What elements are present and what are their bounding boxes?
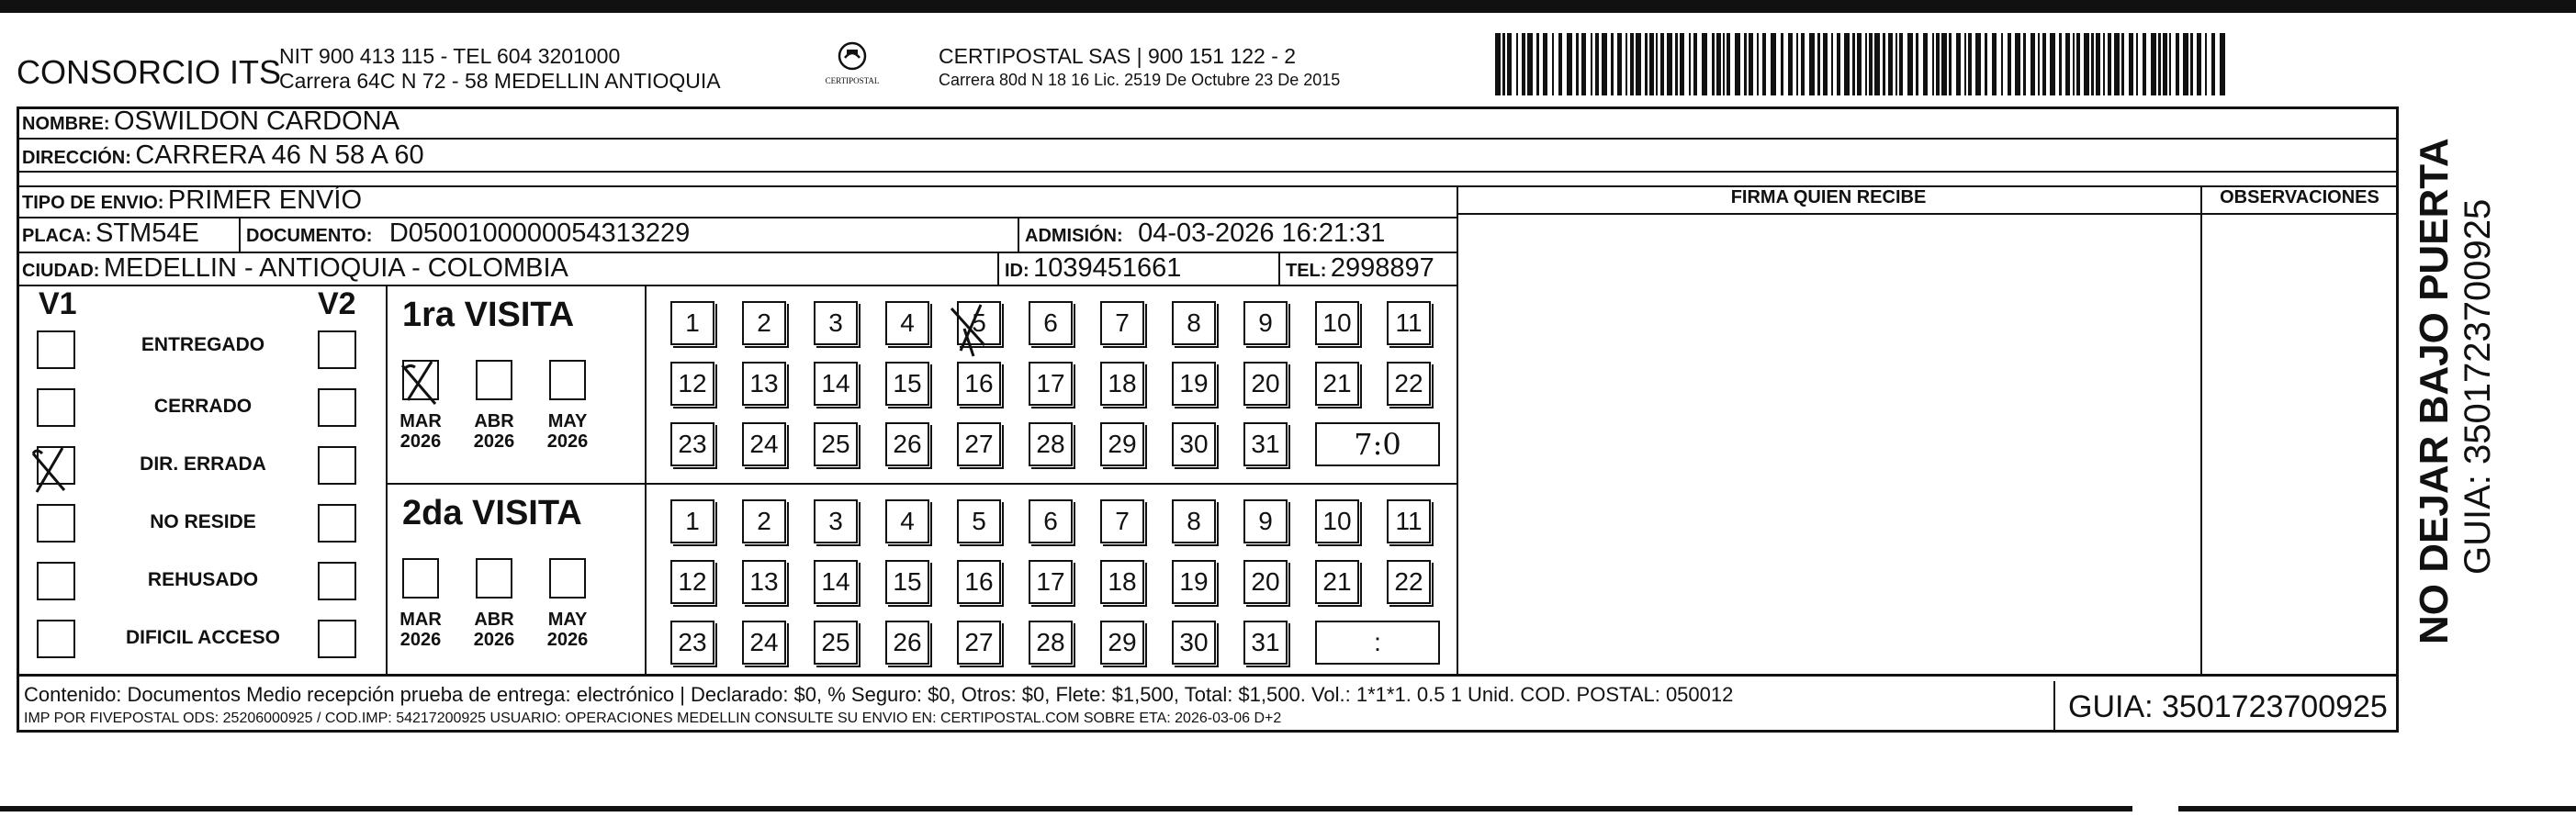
barcode-bar xyxy=(2073,33,2075,95)
day-box[interactable]: 10 xyxy=(1315,499,1359,543)
day-box[interactable]: 24 xyxy=(742,422,786,466)
id-field: ID: 1039451661 xyxy=(1005,253,1182,283)
barcode-bar xyxy=(2038,33,2040,95)
barcode-bar xyxy=(1932,33,1934,95)
barcode-bar xyxy=(1888,33,1893,95)
barcode-bar xyxy=(1899,33,1903,95)
day-box[interactable]: 8 xyxy=(1172,301,1216,345)
day-box[interactable]: 18 xyxy=(1100,560,1144,604)
barcode-bar xyxy=(2220,33,2225,95)
barcode-bar xyxy=(1522,33,1525,95)
company-address: Carrera 64C N 72 - 58 MEDELLIN ANTIOQUIA xyxy=(279,69,721,93)
certipostal-logo xyxy=(816,40,889,85)
day-box[interactable]: 19 xyxy=(1172,560,1216,604)
month-name: MAR xyxy=(399,411,442,431)
barcode-bar xyxy=(1527,33,1533,95)
day-box[interactable]: 11 xyxy=(1387,301,1431,345)
barcode-bar xyxy=(2008,33,2011,95)
guia-number: GUIA: 3501723700925 xyxy=(2053,681,2399,733)
barcode-bar xyxy=(2136,33,2138,95)
barcode-bar xyxy=(1567,33,1572,95)
barcode-bar xyxy=(2205,33,2207,95)
barcode-bar xyxy=(1617,33,1622,95)
day-box[interactable]: 24 xyxy=(742,621,786,665)
day-box[interactable]: 23 xyxy=(670,422,714,466)
status-option-label: NO RESIDE xyxy=(150,511,256,532)
footer-imp: IMP POR FIVEPOSTAL ODS: 25206000925 / COD.IMP: 54217200925 USUARIO: OPERACIONES MEDELLIN CONSULTE SU ENVIO EN: CERTIPOSTAL.COM SOBRE ETA: 2026-03-06 D+2 xyxy=(24,711,1282,726)
status-option-label: REHUSADO xyxy=(147,569,259,590)
barcode-bar xyxy=(1602,33,1607,95)
company-name: CONSORCIO ITS xyxy=(17,53,282,91)
bottom-border-left xyxy=(0,806,2132,811)
day-box[interactable]: 15 xyxy=(885,560,929,604)
barcode-bar xyxy=(1502,33,1505,95)
barcode-bar xyxy=(2114,33,2120,95)
day-box[interactable]: 18 xyxy=(1100,362,1144,406)
barcode-bar xyxy=(2042,33,2046,95)
barcode-bar xyxy=(1941,33,1947,95)
day-box[interactable]: 13 xyxy=(742,362,786,406)
barcode-bar xyxy=(1916,33,1918,95)
barcode-bar xyxy=(2163,33,2167,95)
barcode-bar xyxy=(2158,33,2161,95)
day-box[interactable]: 15 xyxy=(885,362,929,406)
day-box[interactable]: 31 xyxy=(1243,422,1288,466)
day-box[interactable]: 12 xyxy=(670,560,714,604)
admision-field: ADMISIÓN: 04-03-2026 16:21:31 xyxy=(1025,218,1386,248)
day-box[interactable]: 13 xyxy=(742,560,786,604)
month-label xyxy=(540,610,595,650)
day-box[interactable]: 5 xyxy=(957,499,1001,543)
v2-checkbox[interactable] xyxy=(318,388,356,427)
barcode-bar xyxy=(1865,33,1867,95)
barcode-bar xyxy=(1712,33,1715,95)
barcode-bar xyxy=(1576,33,1579,95)
ciudad-value: MEDELLIN - ANTIOQUIA - COLOMBIA xyxy=(103,253,568,283)
v2-label: V2 xyxy=(318,286,356,321)
barcode-bar xyxy=(1796,33,1798,95)
day-box[interactable]: 30 xyxy=(1172,621,1216,665)
day-box[interactable]: 19 xyxy=(1172,362,1216,406)
barcode-bar xyxy=(1809,33,1815,95)
v2-checkbox[interactable] xyxy=(318,330,356,369)
month-label xyxy=(393,411,448,452)
v1-checkbox[interactable] xyxy=(37,388,75,427)
barcode-bar xyxy=(2076,33,2080,95)
visit-title: 1ra VISITA xyxy=(402,296,575,334)
day-box[interactable]: 31 xyxy=(1243,621,1288,665)
day-box[interactable]: 17 xyxy=(1029,362,1073,406)
day-box[interactable]: 6 xyxy=(1029,301,1073,345)
barcode-bar xyxy=(1837,33,1840,95)
day-box[interactable]: 20 xyxy=(1243,362,1288,406)
barcode-bar xyxy=(2050,33,2055,95)
day-box[interactable]: 1 xyxy=(670,301,714,345)
day-box[interactable]: 29 xyxy=(1100,621,1144,665)
day-box[interactable]: 2 xyxy=(742,301,786,345)
placa-field: PLACA: STM54E xyxy=(22,218,199,248)
month-checkbox[interactable] xyxy=(402,558,439,599)
v2-checkbox[interactable] xyxy=(318,504,356,543)
tel-value: 2998897 xyxy=(1330,253,1434,283)
day-box[interactable]: 16 xyxy=(957,362,1001,406)
barcode-bar xyxy=(1702,33,1707,95)
barcode-bar xyxy=(2211,33,2215,95)
barcode-bar xyxy=(1660,33,1664,95)
v1-checkbox[interactable] xyxy=(37,504,75,543)
day-box[interactable]: 26 xyxy=(885,621,929,665)
barcode-bar xyxy=(1852,33,1855,95)
barcode-bar xyxy=(1595,33,1599,95)
barcode-bar xyxy=(2183,33,2188,95)
side-guia-number: GUIA: 3501723700925 xyxy=(2458,198,2498,575)
barcode-bar xyxy=(1727,33,1730,95)
no-dejar-bajo-puerta: NO DEJAR BAJO PUERTA xyxy=(2412,138,2457,644)
barcode-bar xyxy=(2065,33,2070,95)
barcode-bar xyxy=(2129,33,2133,95)
barcode-bar xyxy=(1516,33,1518,95)
barcode-bar xyxy=(2121,33,2124,95)
barcode-bar xyxy=(1762,33,1766,95)
barcode-bar xyxy=(1964,33,1966,95)
barcode xyxy=(1495,33,2225,95)
day-box[interactable]: 8 xyxy=(1172,499,1216,543)
barcode-bar xyxy=(2176,33,2179,95)
barcode-bar xyxy=(2059,33,2062,95)
barcode-bar xyxy=(1611,33,1614,95)
visit-title: 2da VISITA xyxy=(402,494,582,532)
barcode-bar xyxy=(1883,33,1885,95)
barcode-bar xyxy=(2143,33,2146,95)
barcode-bar xyxy=(2151,33,2156,95)
day-box[interactable]: 12 xyxy=(670,362,714,406)
barcode-bar xyxy=(1895,33,1897,95)
v1-checkbox[interactable] xyxy=(37,620,75,658)
day-box[interactable]: 6 xyxy=(1029,499,1073,543)
barcode-bar xyxy=(2023,33,2026,95)
barcode-bar xyxy=(1749,33,1753,95)
status-option-label: CERRADO xyxy=(153,396,253,417)
month-name: MAY xyxy=(547,610,588,630)
barcode-bar xyxy=(1680,33,1684,95)
day-box[interactable]: 27 xyxy=(957,422,1001,466)
footer-contenido: Contenido: Documentos Medio recepción prueba de entrega: electrónico | Declarado: $0, % Seguro: $0, Otros: $0, Flete: $1,500, Total: $1,500. Vol.: 1*1*1. 0.5 1 Unid. COD. POSTAL: 050012 xyxy=(24,683,1734,706)
month-year: 2026 xyxy=(399,431,442,452)
barcode-bar xyxy=(1936,33,1940,95)
barcode-bar xyxy=(1636,33,1641,95)
barcode-bar xyxy=(1735,33,1740,95)
barcode-bar xyxy=(1831,33,1833,95)
barcode-bar xyxy=(1817,33,1820,95)
barcode-bar xyxy=(2169,33,2171,95)
company-info xyxy=(279,44,721,94)
barcode-bar xyxy=(1907,33,1913,95)
barcode-bar xyxy=(2015,33,2020,95)
nombre-field: NOMBRE: OSWILDON CARDONA xyxy=(22,106,399,136)
month-name: ABR xyxy=(474,610,514,630)
placa-value: STM54E xyxy=(96,218,199,248)
month-year: 2026 xyxy=(546,431,589,452)
barcode-bar xyxy=(1656,33,1658,95)
barcode-bar xyxy=(1536,33,1539,95)
direccion-value: CARRERA 46 N 58 A 60 xyxy=(135,140,424,170)
barcode-bar xyxy=(2091,33,2094,95)
day-box[interactable]: 21 xyxy=(1315,560,1359,604)
admision-value: 04-03-2026 16:21:31 xyxy=(1138,218,1386,248)
day-box[interactable]: 5 xyxy=(957,301,1001,345)
observaciones-header: OBSERVACIONES xyxy=(2220,187,2379,207)
day-box[interactable]: 20 xyxy=(1243,560,1288,604)
documento-value: D0500100000054313229 xyxy=(388,218,691,248)
month-year: 2026 xyxy=(473,630,515,650)
month-checkbox[interactable] xyxy=(549,360,586,400)
barcode-bar xyxy=(1823,33,1828,95)
day-box[interactable]: 26 xyxy=(885,422,929,466)
barcode-bar xyxy=(1781,33,1783,95)
id-value: 1039451661 xyxy=(1033,253,1182,283)
barcode-bar xyxy=(1857,33,1862,95)
barcode-bar xyxy=(2084,33,2089,95)
barcode-bar xyxy=(1507,33,1512,95)
barcode-bar xyxy=(1923,33,1928,95)
month-checkbox[interactable] xyxy=(476,558,512,599)
barcode-bar xyxy=(1649,33,1654,95)
day-box[interactable]: 3 xyxy=(814,499,858,543)
month-checkbox[interactable] xyxy=(476,360,512,400)
barcode-bar xyxy=(1543,33,1547,95)
day-box[interactable]: 14 xyxy=(814,560,858,604)
barcode-bar xyxy=(1771,33,1776,95)
barcode-bar xyxy=(1968,33,1972,95)
barcode-bar xyxy=(1992,33,1997,95)
barcode-bar xyxy=(1723,33,1725,95)
day-box[interactable]: 30 xyxy=(1172,422,1216,466)
top-border xyxy=(0,0,2576,13)
day-box[interactable]: 25 xyxy=(814,621,858,665)
day-box[interactable]: 4 xyxy=(885,499,929,543)
status-option-label: ENTREGADO xyxy=(141,334,265,355)
barcode-bar xyxy=(1757,33,1759,95)
day-box[interactable]: 7 xyxy=(1100,499,1144,543)
v2-checkbox[interactable] xyxy=(318,446,356,485)
day-box[interactable]: 22 xyxy=(1387,362,1431,406)
logo-icon xyxy=(834,40,871,72)
v1-checkbox[interactable] xyxy=(37,446,75,485)
barcode-bar xyxy=(1689,33,1691,95)
nombre-value: OSWILDON CARDONA xyxy=(114,106,399,136)
logo-text: CERTIPOSTAL xyxy=(825,76,880,85)
tipo-envio-field: TIPO DE ENVIO: PRIMER ENVÍO xyxy=(22,185,363,215)
bottom-border-right xyxy=(2178,806,2576,811)
day-box[interactable]: 3 xyxy=(814,301,858,345)
v1-checkbox[interactable] xyxy=(37,562,75,600)
day-box[interactable]: 7 xyxy=(1100,301,1144,345)
day-box[interactable]: 14 xyxy=(814,362,858,406)
barcode-bar xyxy=(1667,33,1672,95)
company-nit: NIT 900 413 115 - TEL 604 3201000 xyxy=(279,44,621,68)
barcode-bar xyxy=(2001,33,2003,95)
month-label xyxy=(467,411,522,452)
tel-field: TEL: 2998897 xyxy=(1286,253,1434,283)
barcode-bar xyxy=(2108,33,2111,95)
barcode-bar xyxy=(1495,33,1501,95)
barcode-bar xyxy=(1801,33,1805,95)
barcode-bar xyxy=(1625,33,1627,95)
barcode-bar xyxy=(1558,33,1562,95)
barcode-bar xyxy=(1675,33,1678,95)
barcode-bar xyxy=(2096,33,2100,95)
v2-checkbox[interactable] xyxy=(318,620,356,658)
barcode-bar xyxy=(1985,33,1987,95)
firma-header: FIRMA QUIEN RECIBE xyxy=(1730,187,1927,207)
day-box[interactable]: 4 xyxy=(885,301,929,345)
v1-label: V1 xyxy=(39,286,77,321)
day-box[interactable]: 11 xyxy=(1387,499,1431,543)
barcode-bar xyxy=(1581,33,1586,95)
barcode-bar xyxy=(1645,33,1648,95)
status-option-label: DIFICIL ACCESO xyxy=(125,627,280,648)
documento-field: DOCUMENTO: D0500100000054313229 xyxy=(246,218,691,248)
month-name: MAY xyxy=(547,411,588,431)
v2-checkbox[interactable] xyxy=(318,562,356,600)
barcode-bar xyxy=(1874,33,1880,95)
tipo-envio-value: PRIMER ENVÍO xyxy=(167,185,363,215)
barcode-bar xyxy=(2030,33,2035,95)
day-box[interactable]: 1 xyxy=(670,499,714,543)
direccion-field: DIRECCIÓN: CARRERA 46 N 58 A 60 xyxy=(22,140,424,170)
day-box[interactable]: 28 xyxy=(1029,422,1073,466)
barcode-bar xyxy=(1844,33,1850,95)
time-box[interactable]: : xyxy=(1315,621,1440,665)
barcode-bar xyxy=(1693,33,1697,95)
month-label xyxy=(467,610,522,650)
barcode-bar xyxy=(1975,33,1981,95)
barcode-bar xyxy=(1552,33,1554,95)
day-box[interactable]: 10 xyxy=(1315,301,1359,345)
barcode-bar xyxy=(1591,33,1592,95)
day-box[interactable]: 29 xyxy=(1100,422,1144,466)
barcode-bar xyxy=(1788,33,1793,95)
status-option-label: DIR. ERRADA xyxy=(140,453,266,475)
day-box[interactable]: 9 xyxy=(1243,499,1288,543)
carrier-nit: CERTIPOSTAL SAS | 900 151 122 - 2 xyxy=(939,44,1297,68)
time-box[interactable]: 7:0 xyxy=(1315,422,1440,466)
day-box[interactable]: 17 xyxy=(1029,560,1073,604)
month-label xyxy=(393,610,448,650)
day-box[interactable]: 21 xyxy=(1315,362,1359,406)
day-box[interactable]: 23 xyxy=(670,621,714,665)
barcode-bar xyxy=(2197,33,2201,95)
carrier-address: Carrera 80d N 18 16 Lic. 2519 De Octubre 23 De 2015 xyxy=(939,71,1341,89)
barcode-bar xyxy=(1744,33,1747,95)
day-box[interactable]: 27 xyxy=(957,621,1001,665)
v1-checkbox[interactable] xyxy=(37,330,75,369)
day-box[interactable]: 25 xyxy=(814,422,858,466)
barcode-bar xyxy=(2103,33,2105,95)
month-checkbox[interactable] xyxy=(549,558,586,599)
barcode-bar xyxy=(2190,33,2193,95)
month-name: MAR xyxy=(399,610,442,630)
month-year: 2026 xyxy=(399,630,442,650)
month-checkbox[interactable] xyxy=(402,360,439,400)
day-box[interactable]: 28 xyxy=(1029,621,1073,665)
ciudad-field: CIUDAD: MEDELLIN - ANTIOQUIA - COLOMBIA xyxy=(22,253,568,283)
month-name: ABR xyxy=(474,411,514,431)
month-year: 2026 xyxy=(473,431,515,452)
barcode-bar xyxy=(1630,33,1634,95)
carrier-info xyxy=(939,44,1340,91)
day-box[interactable]: 2 xyxy=(742,499,786,543)
barcode-bar xyxy=(1869,33,1873,95)
month-year: 2026 xyxy=(546,630,589,650)
day-box[interactable]: 9 xyxy=(1243,301,1288,345)
barcode-bar xyxy=(1949,33,1952,95)
barcode-bar xyxy=(1716,33,1721,95)
barcode-bar xyxy=(1956,33,1961,95)
month-label xyxy=(540,411,595,452)
day-box[interactable]: 16 xyxy=(957,560,1001,604)
day-box[interactable]: 22 xyxy=(1387,560,1431,604)
